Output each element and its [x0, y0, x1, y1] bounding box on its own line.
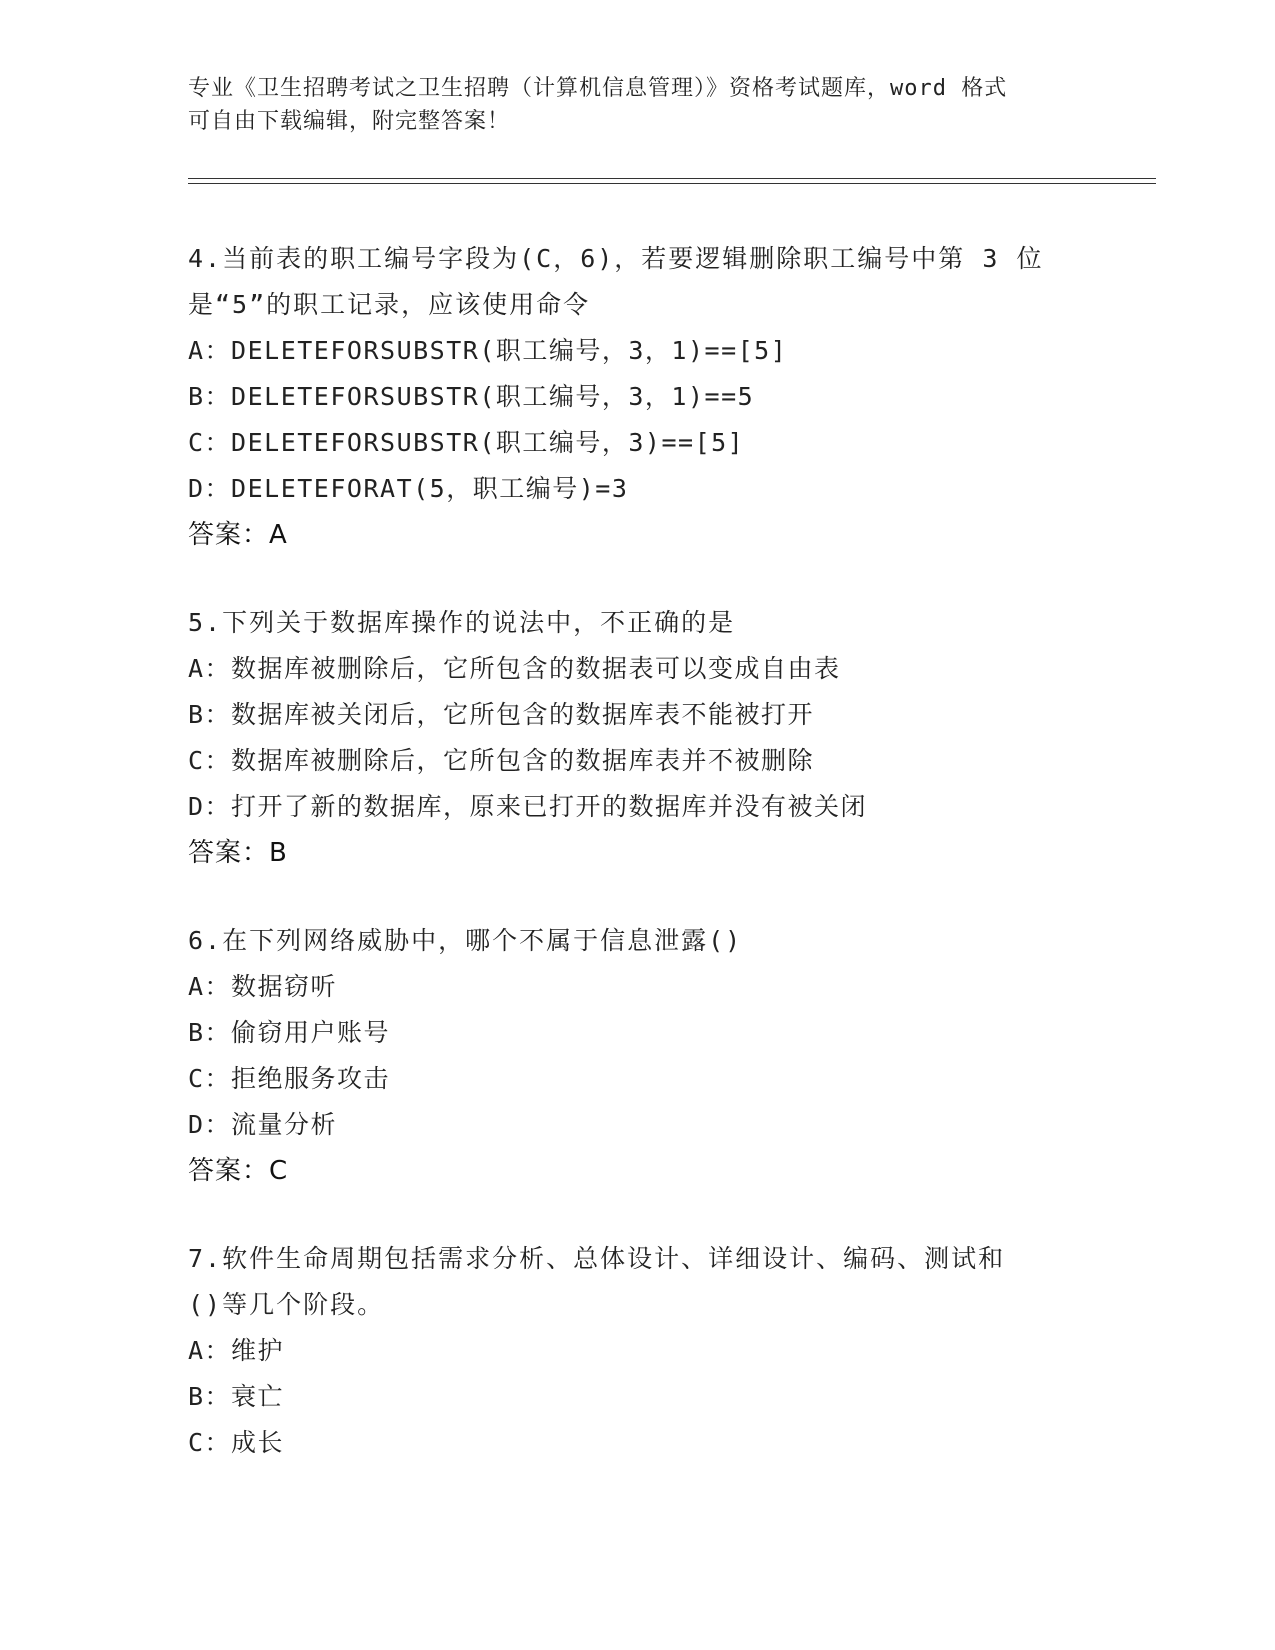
option-b: B：DELETEFORSUBSTR(职工编号，3，1)==5: [188, 382, 755, 411]
answer: 答案：A: [188, 520, 288, 550]
question-stem-line-2: ()等几个阶段。: [188, 1290, 385, 1319]
option-d: D：流量分析: [188, 1110, 338, 1139]
option-d: D：打开了新的数据库，原来已打开的数据库并没有被关闭: [188, 792, 868, 821]
option-c: C：拒绝服务攻击: [188, 1064, 391, 1093]
document-header: [188, 72, 1068, 138]
option-b: B：数据库被关闭后，它所包含的数据库表不能被打开: [188, 700, 815, 729]
question-5: [188, 600, 1088, 876]
question-stem-line-2: 是“5”的职工记录，应该使用命令: [188, 290, 591, 319]
option-a: A：维护: [188, 1336, 285, 1365]
option-a: A：DELETEFORSUBSTR(职工编号，3，1)==[5]: [188, 336, 788, 365]
option-a: A：数据库被删除后，它所包含的数据表可以变成自由表: [188, 654, 841, 683]
option-c: C：DELETEFORSUBSTR(职工编号，3)==[5]: [188, 428, 745, 457]
answer: 答案：C: [188, 1156, 289, 1186]
header-divider-top: [188, 178, 1156, 179]
option-d: D：DELETEFORAT(5，职工编号)=3: [188, 474, 629, 503]
option-b: B：衰亡: [188, 1382, 285, 1411]
question-stem-line-1: 6.在下列网络威胁中，哪个不属于信息泄露(): [188, 926, 743, 955]
question-7: [188, 1236, 1088, 1466]
option-c: C：成长: [188, 1428, 285, 1457]
question-stem-line-1: 5.下列关于数据库操作的说法中，不正确的是: [188, 608, 736, 637]
question-stem-line-1: 4.当前表的职工编号字段为(C，6)，若要逻辑删除职工编号中第 3 位: [188, 244, 1044, 273]
question-4: [188, 236, 1088, 558]
question-stem-line-1: 7.软件生命周期包括需求分析、总体设计、详细设计、编码、测试和: [188, 1244, 1006, 1273]
header-line-1: 专业《卫生招聘考试之卫生招聘（计算机信息管理）》资格考试题库，word 格式: [188, 76, 1008, 101]
question-6: [188, 918, 1088, 1194]
option-c: C：数据库被删除后，它所包含的数据库表并不被删除: [188, 746, 815, 775]
question-list: [188, 236, 1088, 1508]
header-divider-bottom: [188, 183, 1156, 184]
answer: 答案：B: [188, 838, 288, 868]
option-b: B：偷窃用户账号: [188, 1018, 391, 1047]
header-line-2: 可自由下载编辑，附完整答案！: [188, 109, 511, 134]
option-a: A：数据窃听: [188, 972, 338, 1001]
